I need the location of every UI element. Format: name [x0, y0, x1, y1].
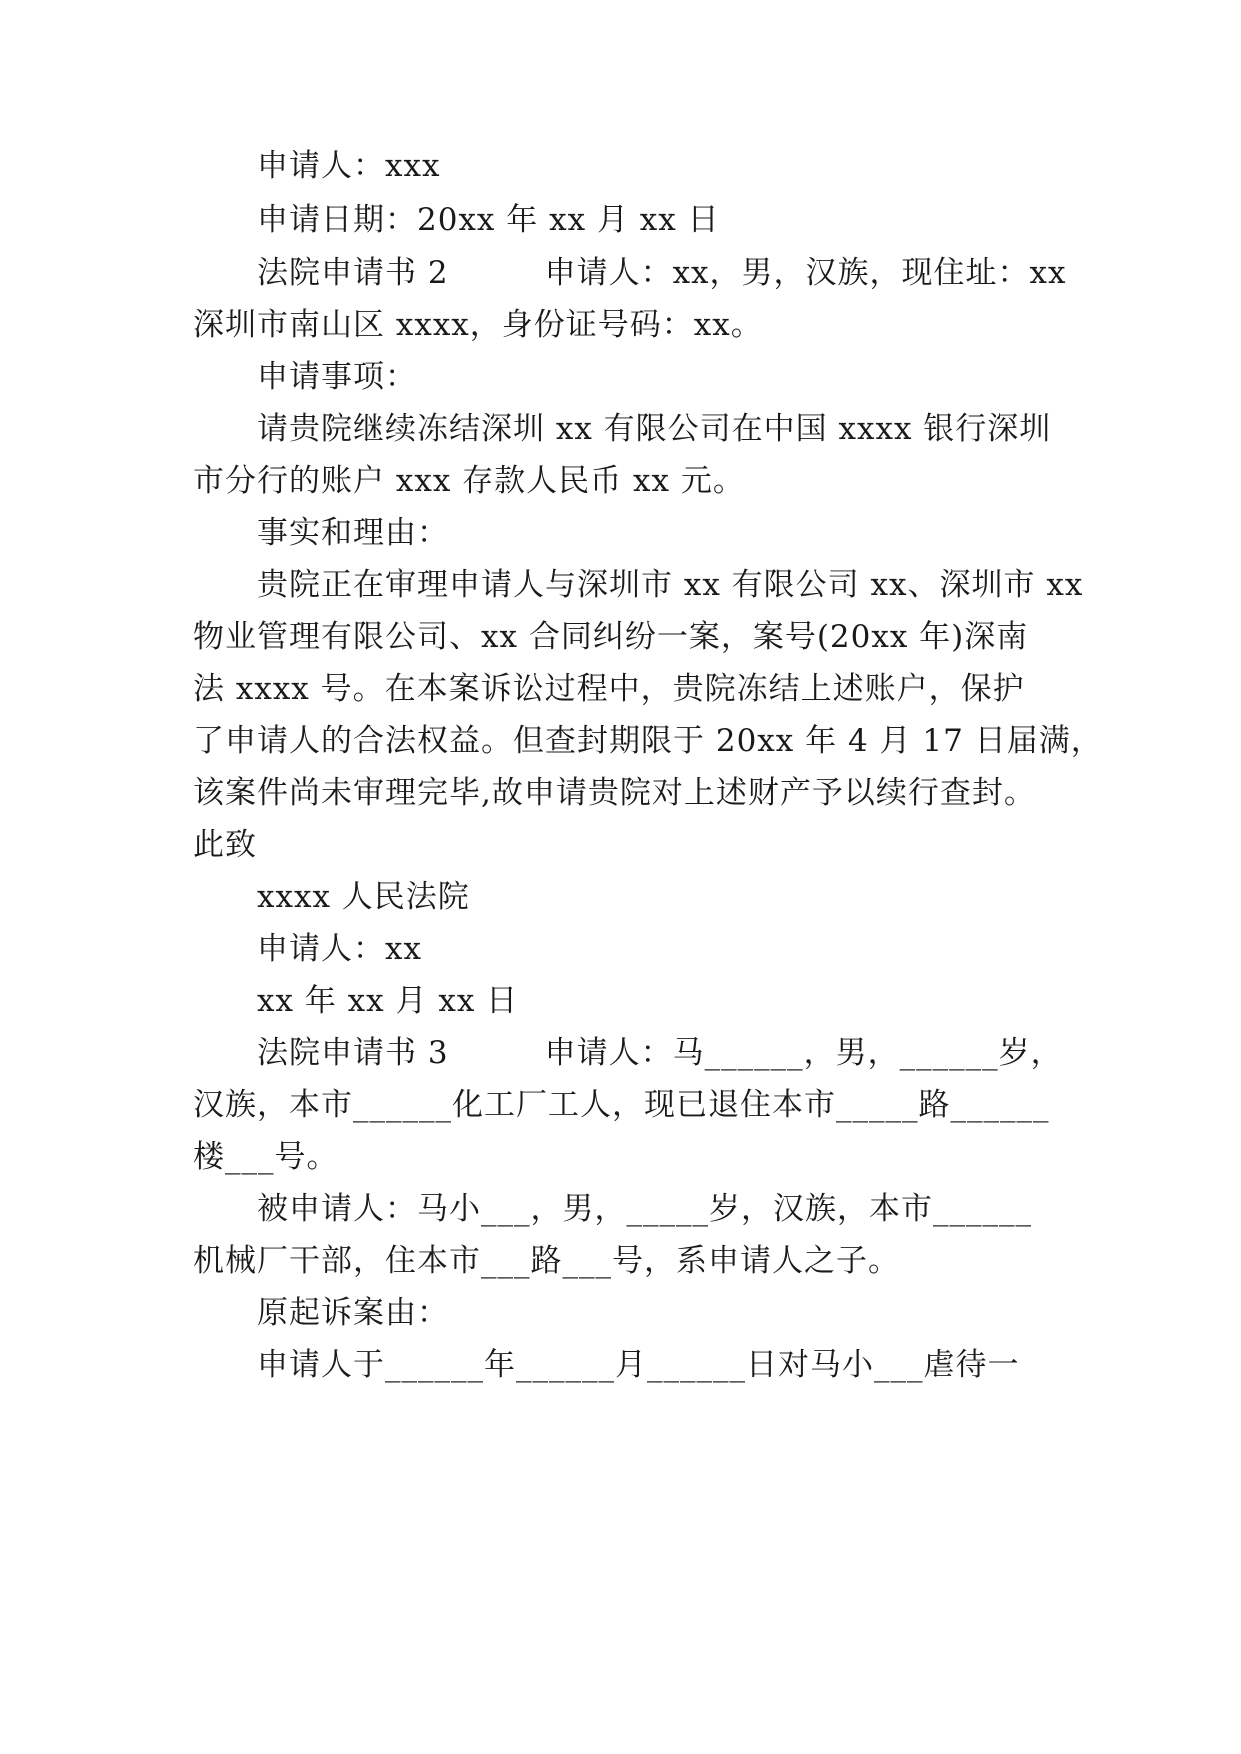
paragraph-line: 贵院正在审理申请人与深圳市 xx 有限公司 xx、深圳市 xx — [257, 567, 1084, 603]
paragraph-line: 楼___号。 — [193, 1139, 339, 1175]
applicant-signature: 申请人：xx — [257, 931, 422, 967]
section-heading-facts: 事实和理由： — [257, 515, 449, 551]
applicant-line: 申请人：xxx — [257, 148, 441, 184]
paragraph-line: 机械厂干部，住本市___路___号，系申请人之子。 — [193, 1243, 900, 1279]
respondent-line: 被申请人：马小___，男，_____岁，汉族，本市______ — [257, 1191, 1032, 1227]
signature-date: xx 年 xx 月 xx 日 — [257, 983, 519, 1019]
application-2-heading: 法院申请书 2 申请人：xx，男，汉族，现住址：xx — [257, 255, 1067, 291]
salutation: 此致 — [193, 827, 257, 863]
paragraph-line: 请贵院继续冻结深圳 xx 有限公司在中国 xxxx 银行深圳 — [257, 411, 1052, 447]
section-heading-cause: 原起诉案由： — [257, 1295, 449, 1331]
application-3-heading: 法院申请书 3 申请人：马______，男，______岁， — [257, 1035, 1063, 1071]
paragraph-line: 深圳市南山区 xxxx，身份证号码：xx。 — [193, 307, 763, 343]
paragraph-line: 物业管理有限公司、xx 合同纠纷一案，案号(20xx 年)深南 — [193, 619, 1029, 655]
section-heading-matters: 申请事项： — [257, 359, 417, 395]
application-date-line: 申请日期：20xx 年 xx 月 xx 日 — [257, 202, 720, 238]
paragraph-line: 申请人于______年______月______日对马小___虐待一 — [257, 1347, 1020, 1383]
paragraph-line: 了申请人的合法权益。但查封期限于 20xx 年 4 月 17 日届满， — [193, 723, 1103, 759]
paragraph-line: 法 xxxx 号。在本案诉讼过程中，贵院冻结上述账户，保护 — [193, 671, 1025, 707]
court-name: xxxx 人民法院 — [257, 879, 470, 915]
paragraph-line: 该案件尚未审理完毕,故申请贵院对上述财产予以续行查封。 — [193, 775, 1036, 811]
paragraph-line: 汉族，本市______化工厂工人，现已退住本市_____路______ — [193, 1087, 1050, 1123]
paragraph-line: 市分行的账户 xxx 存款人民币 xx 元。 — [193, 463, 745, 499]
